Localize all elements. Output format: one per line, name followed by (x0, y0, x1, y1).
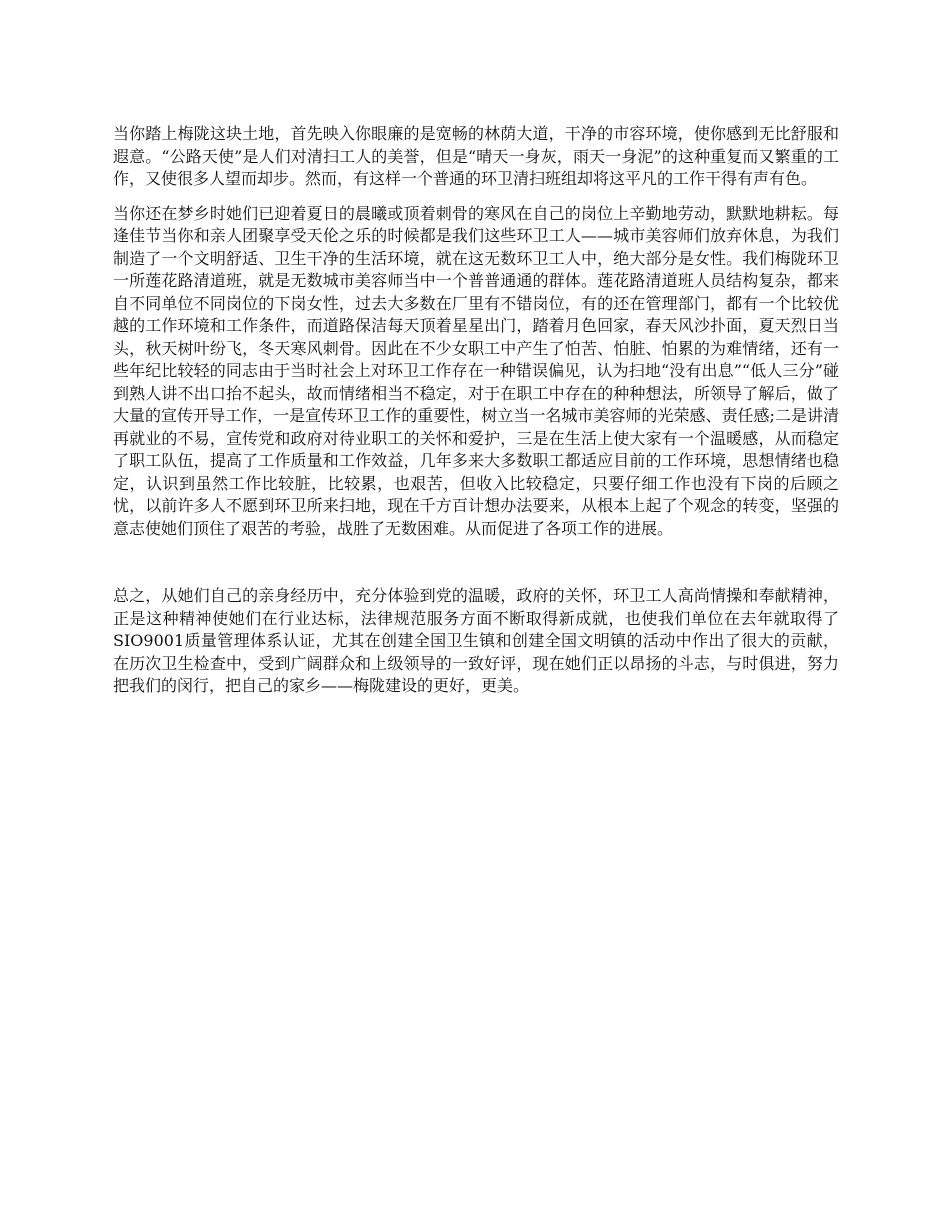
paragraph-body: 当你还在梦乡时她们已迎着夏日的晨曦或顶着刺骨的寒风在自己的岗位上辛勤地劳动，默默地耕耘。每逢佳节当你和亲人团聚享受天伦之乐的时候都是我们这些环卫工人——城市美容师们放弃休息，为我们制造了一个文明舒适、卫生干净的生活环境，就在这无数环卫工人中，绝大部分是女性。我们梅陇环卫一所莲花路清道班，就是无数城市美容师当中一个普普通通的群体。莲花路清道班人员结构复杂，都来自不同单位不同岗位的下岗女性，过去大多数在厂里有不错岗位，有的还在管理部门，都有一个比较优越的工作环境和工作条件，而道路保洁每天顶着星星出门，踏着月色回家，春天风沙扑面，夏天烈日当头，秋天树叶纷飞，冬天寒风刺骨。因此在不少女职工中产生了怕苦、怕脏、怕累的为难情绪，还有一些年纪比较轻的同志由于当时社会上对环卫工作存在一种错误偏见，认为扫地“没有出息”“低人三分”碰到熟人讲不出口抬不起头，故而情绪相当不稳定，对于在职工中存在的种种想法，所领导了解后，做了大量的宣传开导工作，一是宣传环卫工作的重要性，树立当一名城市美容师的光荣感、责任感;二是讲清再就业的不易，宣传党和政府对待业职工的关怀和爱护，三是在生活上使大家有一个温暖感，从而稳定了职工队伍，提高了工作质量和工作效益，几年多来大多数职工都适应目前的工作环境，思想情绪也稳定，认识到虽然工作比较脏，比较累，也艰苦，但收入比较稳定，只要仔细工作也没有下岗的后顾之忧，以前许多人不愿到环卫所来扫地，现在千方百计想办法要来，从根本上起了个观念的转变，坚强的意志使她们顶住了艰苦的考验，战胜了无数困难。从而促进了各项工作的进展。 (113, 203, 839, 538)
paragraph-conclusion: 总之，从她们自己的亲身经历中，充分体验到党的温暖，政府的关怀，环卫工人高尚情操和奉献精神，正是这种精神使她们在行业达标，法律规范服务方面不断取得新成就，也使我们单位在去年就取得了SIO9001质量管理体系认证，尤其在创建全国卫生镇和创建全国文明镇的活动中作出了很大的贡献，在历次卫生检查中，受到广阔群众和上级领导的一致好评，现在她们正以昂扬的斗志，与时俱进，努力把我们的闵行，把自己的家乡——梅陇建设的更好，更美。 (113, 586, 839, 695)
document-page (113, 123, 839, 698)
paragraph-intro: 当你踏上梅陇这块土地，首先映入你眼廉的是宽畅的林荫大道，干净的市容环境，使你感到无比舒服和遐意。“公路天使”是人们对清扫工人的美誉，但是“晴天一身灰，雨天一身泥”的这种重复而又繁重的工作，又使很多人望而却步。然而，有这样一个普通的环卫清扫班组却将这平凡的工作干得有声有色。 (113, 124, 839, 188)
